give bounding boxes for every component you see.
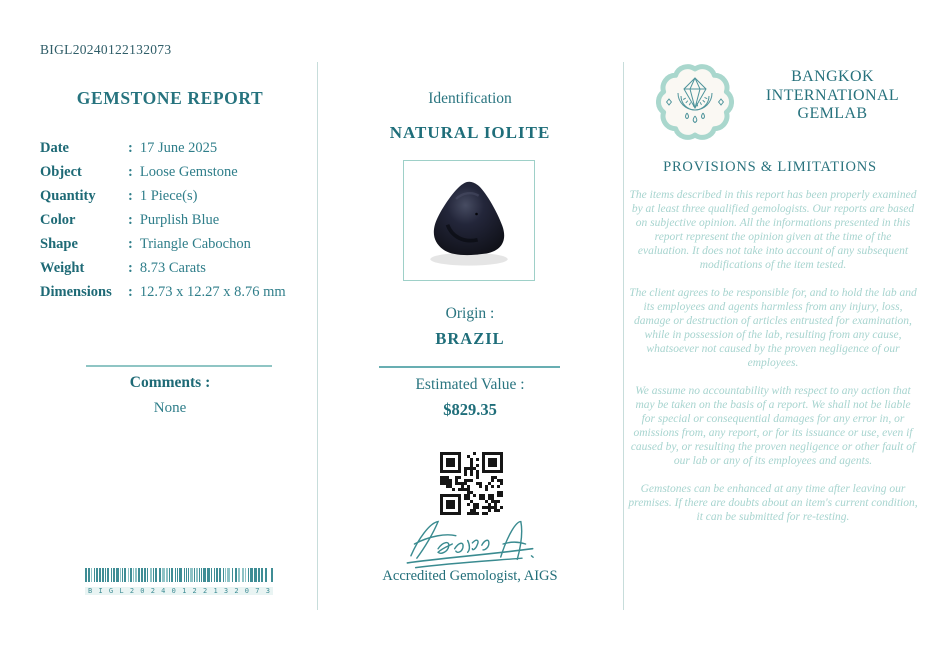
gem-crescent-scalloped-badge-icon	[656, 63, 734, 141]
field-value: 12.73 x 12.27 x 8.76 mm	[139, 283, 286, 300]
field-row-date	[40, 136, 308, 160]
field-row-quantity	[40, 184, 308, 208]
field-row-color	[40, 208, 308, 232]
field-colon: :	[128, 187, 133, 204]
field-value: 1 Piece(s)	[139, 187, 198, 204]
report-number: BIGL20240122132073	[40, 42, 172, 57]
field-label: Quantity	[40, 187, 96, 204]
lab-name-line: INTERNATIONAL	[765, 86, 900, 104]
field-colon: :	[128, 259, 133, 276]
provision-paragraph: The client agrees to be responsible for, and to hold the lab and its employees and agents harmless from any injury, loss, damage or destruction of articles entrusted for examination, while in possession of the lab, resulting from any cause, whatsoever not caused by the proven negligence of our employees.	[629, 287, 917, 369]
field-label: Date	[40, 139, 69, 156]
field-colon: :	[128, 211, 133, 228]
gem-photo-frame	[403, 160, 535, 281]
origin-label: Origin :	[445, 305, 495, 322]
field-value: Purplish Blue	[139, 211, 220, 228]
estimated-value-amount: $829.35	[443, 400, 497, 419]
report-title: GEMSTONE REPORT	[76, 88, 264, 108]
estimated-value-label: Estimated Value :	[415, 376, 525, 393]
field-value: 8.73 Carats	[139, 259, 206, 276]
section-divider	[379, 366, 560, 368]
field-label: Object	[40, 163, 82, 180]
barcode	[85, 568, 273, 595]
provision-paragraph: The items described in this report has been properly examined by at least three qualified gemologists. Our reports are based on subjective opinion. All the informations presented in this report represent the opinion given at the time of the evaluation. It does not take into account of any subsequent modifications of the item tested.	[629, 189, 917, 271]
barcode-text: B I G L 2 0 2 4 0 1 2 2 1 3 2 0 7 3	[85, 587, 273, 595]
lab-name-line: GEMLAB	[797, 105, 868, 122]
report-fields-table	[40, 136, 308, 304]
lab-logo	[656, 63, 734, 146]
field-value: Triangle Cabochon	[139, 235, 251, 252]
provision-paragraph: We assume no accountability with respect to any action that may be taken on the basis of a report. We shall not be liable for special or consequential damages for any error in, or omissions from, any report, or for its issuance or use, even if caused by, or resulting the proven negligence or other fault of our lab or any of its employees and agents.	[630, 385, 916, 467]
identification-label: Identification	[428, 90, 512, 107]
lab-name	[730, 68, 935, 124]
origin-value: BRAZIL	[435, 329, 505, 348]
field-label: Dimensions	[40, 283, 112, 300]
field-row-dimensions	[40, 280, 308, 304]
comments-label: Comments :	[129, 374, 211, 391]
provisions-text	[628, 188, 918, 538]
triangle-cabochon-gem-photo	[415, 171, 523, 271]
barcode-icon	[85, 568, 273, 582]
field-value: Loose Gemstone	[139, 163, 238, 180]
field-row-object	[40, 160, 308, 184]
field-colon: :	[128, 283, 133, 300]
field-row-weight	[40, 256, 308, 280]
field-colon: :	[128, 139, 133, 156]
lab-name-line: BANGKOK	[791, 68, 874, 85]
field-label: Weight	[40, 259, 85, 276]
gemologist-title: Accredited Gemologist, AIGS	[382, 568, 558, 584]
field-row-shape	[40, 232, 308, 256]
provisions-title: PROVISIONS & LIMITATIONS	[663, 159, 877, 175]
comments-divider	[86, 365, 272, 367]
qr-code-icon	[440, 452, 503, 515]
field-value: 17 June 2025	[139, 139, 218, 156]
field-label: Color	[40, 211, 76, 228]
comments-value: None	[153, 400, 187, 416]
field-colon: :	[128, 163, 133, 180]
field-colon: :	[128, 235, 133, 252]
gemologist-signature-icon	[398, 518, 542, 570]
column-divider-right	[623, 62, 624, 610]
provision-paragraph: Gemstones can be enhanced at any time after leaving our premises. If there are doubts about an item's current condition, it can be submitted for re-testing.	[628, 483, 918, 523]
field-label: Shape	[40, 235, 78, 252]
signature	[398, 518, 542, 575]
qr-code	[440, 452, 503, 520]
species-name: NATURAL IOLITE	[389, 123, 551, 142]
